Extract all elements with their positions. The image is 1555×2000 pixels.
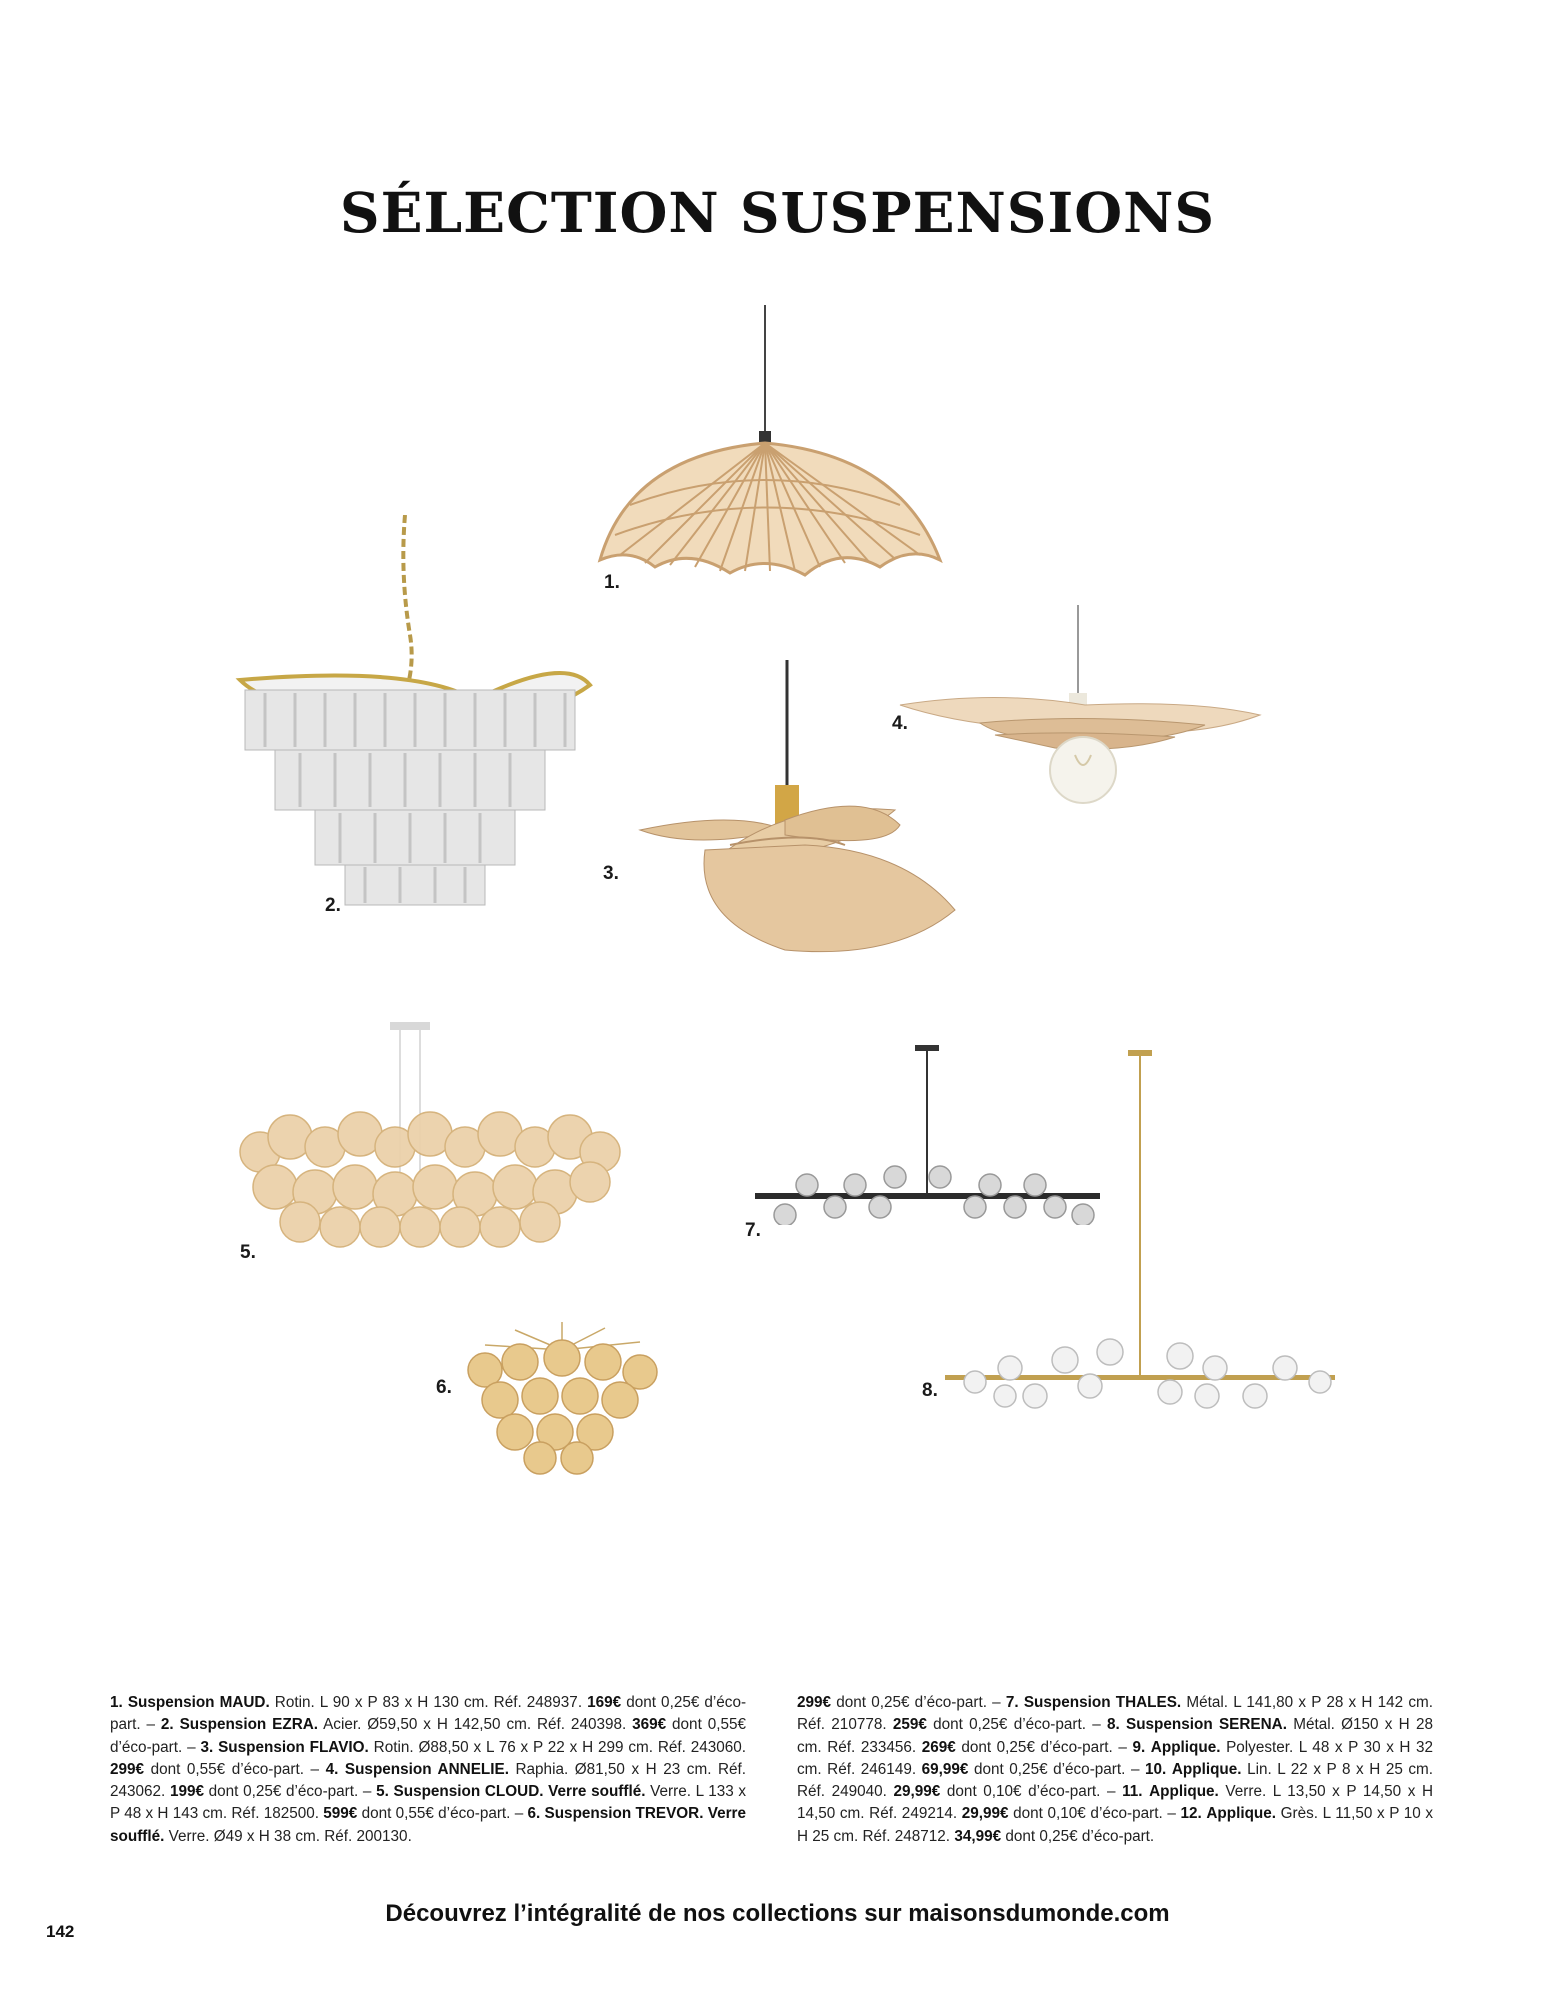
- product-name: Applique.: [1150, 1738, 1221, 1756]
- product-details: Verre. L 133 x P 48 x H 143 cm. Réf. 182500.: [110, 1783, 747, 1823]
- product-name: Suspension MAUD.: [127, 1694, 270, 1711]
- lamp-image-serena: [945, 1050, 1335, 1415]
- lamp-number-2: 2.: [325, 895, 341, 916]
- lamp-image-annelie: [895, 605, 1265, 810]
- product-num: 6.: [527, 1805, 541, 1823]
- product-num: 7.: [1005, 1694, 1019, 1711]
- product-num: 10.: [1145, 1760, 1167, 1778]
- product-price: 29,99€: [893, 1783, 941, 1801]
- product-descriptions-left: 1. Suspension MAUD. Rotin. L 90 x P 83 x H 130 cm. Réf. 248937. 169€ dont 0,25€ d’éco-part. – 2. Suspension EZRA. Acier. Ø59,50 x H 142,50 cm. Réf. 240398. 369€ dont 0,55€ d’éco-part. – 3. Suspension FLAVIO. Rotin. Ø88,50 x L 76 x P 22 x H 299 cm. Réf. 243060. 299€ dont 0,55€ d’éco-part. – 4. Suspension ANNELIE. Raphia. Ø81,50 x H 23 cm. Réf. 243062. 199€ dont 0,25€ d’éco-part. – 5. Suspension CLOUD. Verre soufflé. Verre. L 133 x P 48 x H 143 cm. Réf. 182500. 599€ dont 0,55€ d’éco-part. – 6. Suspension TREVOR. Verre soufflé. Verre. Ø49 x H 38 cm. Réf. 200130.: [110, 1694, 747, 1845]
- product-name: Applique.: [1171, 1760, 1242, 1778]
- product-descriptions-right: 299€ dont 0,25€ d’éco-part. – 7. Suspension THALES. Métal. L 141,80 x P 28 x H 142 cm. Réf. 210778. 259€ dont 0,25€ d’éco-part. – 8. Suspension SERENA. Métal. Ø150 x H 28 cm. Réf. 233456. 269€ dont 0,25€ d’éco-part. – 9. Applique. Polyester. L 48 x P 30 x H 32 cm. Réf. 246149. 69,99€ dont 0,25€ d’éco-part. – 10. Applique. Lin. L 22 x P 8 x H 25 cm. Réf. 249040. 29,99€ dont 0,10€ d’éco-part. – 11. Applique. Verre. L 13,50 x P 14,50 x H 14,50 cm. Réf. 249214. 29,99€ dont 0,10€ d’éco-part. – 12. Applique. Grès. L 11,50 x P 10 x H 25 cm. Réf. 248712. 34,99€ dont 0,25€ d’éco-part.: [797, 1694, 1434, 1845]
- lamp-image-cloud: [230, 1022, 630, 1262]
- product-price: 34,99€: [954, 1827, 1002, 1845]
- lamp-number-8: 8.: [922, 1380, 938, 1401]
- product-price: 599€: [323, 1805, 358, 1823]
- product-eco: dont 0,25€ d’éco-part.: [836, 1694, 987, 1711]
- product-price: 169€: [587, 1694, 622, 1711]
- product-eco: dont 0,25€ d’éco-part.: [208, 1783, 359, 1801]
- product-details: Grès. L 11,50 x P 10 x H 25 cm. Réf. 248712.: [797, 1805, 1434, 1845]
- product-name: Suspension TREVOR. Verre soufflé.: [110, 1805, 747, 1845]
- product-details: Rotin. Ø88,50 x L 76 x P 22 x H 299 cm. Réf. 243060.: [373, 1738, 747, 1756]
- product-name: Suspension CLOUD. Verre soufflé.: [393, 1783, 646, 1801]
- product-num: 4.: [325, 1760, 339, 1778]
- product-details: Rotin. L 90 x P 83 x H 130 cm. Réf. 248937.: [274, 1694, 583, 1711]
- product-eco: dont 0,25€ d’éco-part.: [933, 1716, 1086, 1734]
- product-eco: dont 0,25€ d’éco-part.: [961, 1738, 1113, 1756]
- product-details: Métal. L 141,80 x P 28 x H 142 cm. Réf. 210778.: [797, 1694, 1434, 1734]
- product-details: Verre. L 13,50 x P 14,50 x H 14,50 cm. Réf. 249214.: [797, 1783, 1434, 1823]
- product-eco: dont 0,55€ d’éco-part.: [150, 1760, 304, 1778]
- product-details: Métal. Ø150 x H 28 cm. Réf. 233456.: [797, 1716, 1433, 1756]
- product-name: Applique.: [1149, 1783, 1219, 1801]
- product-price: 299€: [797, 1694, 832, 1711]
- product-details: Raphia. Ø81,50 x H 23 cm. Réf. 243062.: [110, 1760, 747, 1801]
- lamp-number-6: 6.: [436, 1377, 452, 1398]
- product-num: 5.: [376, 1783, 389, 1801]
- product-price: 259€: [892, 1716, 927, 1734]
- product-num: 3.: [200, 1738, 214, 1756]
- product-price: 369€: [632, 1716, 667, 1734]
- product-name: Suspension ANNELIE.: [344, 1760, 509, 1778]
- product-eco: dont 0,25€ d’éco-part.: [110, 1694, 747, 1734]
- lamp-image-ezra: [235, 515, 595, 910]
- page-title: SÉLECTION SUSPENSIONS: [339, 180, 1216, 245]
- product-eco: dont 0,25€ d’éco-part.: [973, 1760, 1126, 1778]
- product-eco: dont 0,10€ d’éco-part.: [1013, 1805, 1163, 1823]
- product-price: 29,99€: [961, 1805, 1009, 1823]
- product-name: Suspension SERENA.: [1126, 1716, 1287, 1734]
- page-number: 142: [46, 1922, 75, 1941]
- product-num: 2.: [160, 1716, 174, 1734]
- product-price: 299€: [110, 1760, 145, 1778]
- product-name: Applique.: [1206, 1805, 1277, 1823]
- product-details: Acier. Ø59,50 x H 142,50 cm. Réf. 240398.: [323, 1716, 627, 1734]
- product-eco: dont 0,55€ d’éco-part.: [110, 1716, 746, 1756]
- product-num: 11.: [1122, 1783, 1143, 1801]
- product-price: 269€: [921, 1738, 956, 1756]
- product-details: Verre. Ø49 x H 38 cm. Réf. 200130.: [168, 1827, 412, 1845]
- product-name: Suspension EZRA.: [179, 1716, 319, 1734]
- product-num: 9.: [1132, 1738, 1146, 1756]
- lamp-number-3: 3.: [603, 863, 619, 884]
- product-num: 12.: [1180, 1805, 1202, 1823]
- product-details: Polyester. L 48 x P 30 x H 32 cm. Réf. 246149.: [797, 1738, 1434, 1778]
- product-price: 199€: [169, 1783, 204, 1801]
- product-num: 8.: [1106, 1716, 1120, 1734]
- product-num: 1.: [110, 1694, 123, 1711]
- product-eco: dont 0,10€ d’éco-part.: [946, 1783, 1101, 1801]
- product-price: 69,99€: [921, 1760, 969, 1778]
- product-eco: dont 0,25€ d’éco-part.: [1005, 1827, 1155, 1845]
- lamp-number-4: 4.: [892, 713, 908, 734]
- product-eco: dont 0,55€ d’éco-part.: [361, 1805, 511, 1823]
- lamp-image-maud: [590, 305, 950, 595]
- lamp-number-7: 7.: [745, 1220, 761, 1241]
- product-name: Suspension THALES.: [1023, 1694, 1182, 1711]
- product-details: Lin. L 22 x P 8 x H 25 cm. Réf. 249040.: [797, 1760, 1434, 1801]
- footer-collections-link[interactable]: Découvrez l’intégralité de nos collections sur maisonsdumonde.com: [385, 1900, 1170, 1927]
- lamp-number-5: 5.: [240, 1242, 256, 1263]
- product-name: Suspension FLAVIO.: [218, 1738, 369, 1756]
- lamp-image-trevor: [455, 1320, 670, 1480]
- lamp-number-1: 1.: [604, 572, 620, 593]
